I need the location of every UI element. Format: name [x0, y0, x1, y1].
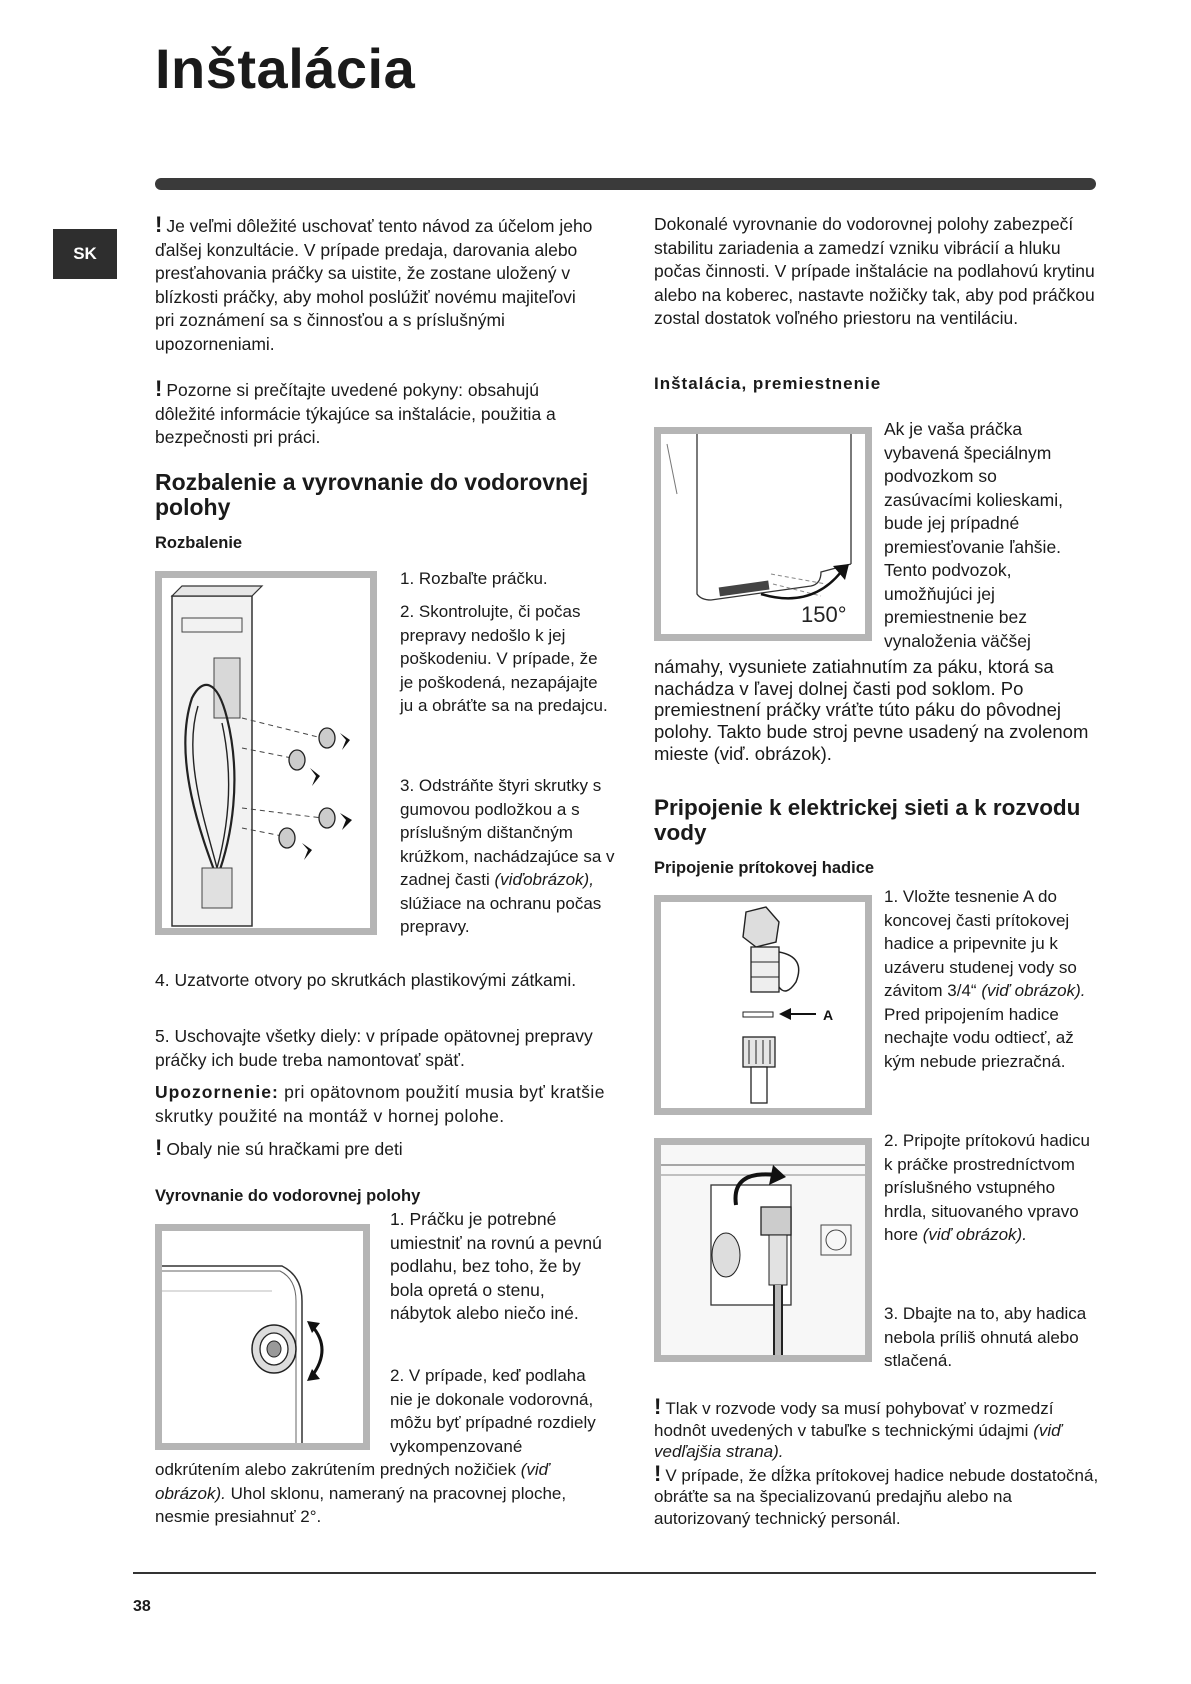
- figure-hose-inlet: [654, 1138, 872, 1362]
- leveling-paragraph: Dokonalé vyrovnanie do vodorovnej polohy zabezpečí stabilitu zariadenia a zamedzí vzniku vibrácií a hluku počas činnosti. V prípade inštalácie na podlahovú krytinu alebo na koberec, nastavte nožičky tak, aby pod práčkou zostal dostatok voľného priestoru na ventiláciu.: [654, 214, 1095, 328]
- unpack-step-1: 1. Rozbaľte práčku.: [400, 569, 548, 588]
- exclamation-icon: !: [155, 212, 163, 237]
- figure-tap-seal: [654, 895, 872, 1115]
- exclamation-icon: !: [155, 376, 163, 401]
- toys-warning: ! Obaly nie sú hračkami pre deti: [155, 1135, 403, 1160]
- intro-paragraph-1: ! Je veľmi dôležité uschovať tento návod za účelom jeho ďalšej konzultácie. V prípade predaja, darovania alebo presťahovania práčky sa uistite, že zostane uložený v blízkosti práčky, aby mohol poslúžiť novému majiteľovi pri zoznámení sa s činnosťou a s príslušnými upozorneniami.: [155, 212, 593, 354]
- figure-leveling-foot: [155, 1224, 370, 1450]
- section-title-connection: Pripojenie k elektrickej sieti a k rozvodu vody: [654, 795, 1081, 845]
- unpack-step-3: 3. Odstráňte štyri skrutky s gumovou podložkou a s príslušným dištančným krúžkom, nachádzajúce sa v zadnej časti (viďobrázok), slúžiace na ochranu počas prepravy.: [400, 776, 615, 936]
- moving-text-full: námahy, vysuniete zatiahnutím za páku, ktorá sa nachádza v ľavej dolnej časti pod soklom. Po premiestnení práčky vráťte túto páku do pôvodnej polohy. Takto bude stroj pevne usadený na zvolenom mieste (viď. obrázok).: [654, 656, 1089, 764]
- pressure-note: ! Tlak v rozvode vody sa musí pohybovať v rozmedzí hodnôt uvedených v tabuľke s technickými údajmi (viď vedľajšia strana). ! V prípade, že dĺžka prítokovej hadice nebude dostatočná, obráťte sa na špecializovanú predajňu alebo na autorizovaný technický personál.: [654, 1394, 1099, 1528]
- exclamation-icon: !: [654, 1394, 662, 1419]
- figure-moving-lever: [654, 427, 872, 641]
- warning-note: Upozornenie: pri opätovnom použití musia byť kratšie skrutky použité na montáž v hornej polohe.: [155, 1082, 605, 1126]
- level-step-2a: 2. V prípade, keď podlaha nie je dokonale vodorovná, môžu byť prípadné rozdiely vykompenzované: [390, 1366, 596, 1456]
- moving-text-side: Ak je vaša práčka vybavená špeciálnym podvozkom so zasúvacími kolieskami, bude jej prípadné premiesťovanie ľahšie. Tento podvozok, umožňujúci jej premiestnenie bez vynaloženia väčšej: [884, 419, 1063, 651]
- unpack-step-4: 4. Uzatvorte otvory po skrutkách plastikovými zátkami.: [155, 970, 577, 990]
- exclamation-icon: !: [155, 1135, 163, 1160]
- level-step-1: 1. Práčku je potrebné umiestniť na rovnú a pevnú podlahu, bez toho, že by bola opretá o stenu, nábytok alebo niečo iné.: [390, 1209, 602, 1323]
- intro-paragraph-2: ! Pozorne si prečítajte uvedené pokyny: obsahujú dôležité informácie týkajúce sa inštalácie, použitia a bezpečnosti pri práci.: [155, 376, 556, 447]
- angle-label: 150°: [801, 602, 847, 627]
- footer-divider: [133, 1572, 1096, 1574]
- seal-label-a: A: [823, 1007, 834, 1023]
- subsection-title-unpacking: Rozbalenie: [155, 534, 243, 552]
- unpack-step-2: 2. Skontrolujte, či počas prepravy nedošlo k jej poškodeniu. V prípade, že je poškodená, nezapájajte ju a obráťte sa na predajcu.: [400, 602, 608, 715]
- hose-step-1: 1. Vložte tesnenie A do koncovej časti prítokovej hadice a pripevnite ju k uzáveru studenej vody so závitom 3/4“ (viď obrázok). Pred pripojením hadice nechajte vodu odtiecť, až kým nebude priezračná.: [884, 887, 1086, 1071]
- section-title-unpacking: Rozbalenie a vyrovnanie do vodorovnej polohy: [155, 469, 589, 520]
- hose-step-3: 3. Dbajte na to, aby hadica nebola príliš ohnutá alebo stlačená.: [884, 1304, 1087, 1370]
- header-divider: [155, 178, 1096, 190]
- subsection-title-leveling: Vyrovnanie do vodorovnej polohy: [155, 1187, 421, 1205]
- exclamation-icon: !: [654, 1460, 662, 1486]
- subsection-title-hose: Pripojenie prítokovej hadice: [654, 859, 875, 877]
- language-tab: SK: [53, 229, 117, 279]
- figure-back-screws: [155, 571, 377, 935]
- page-title: Inštalácia: [155, 37, 416, 100]
- hose-step-2: 2. Pripojte prítokovú hadicu k práčke prostredníctvom príslušného vstupného hrdla, situovaného vpravo hore (viď obrázok).: [884, 1131, 1091, 1244]
- unpack-step-5: 5. Uschovajte všetky diely: v prípade opätovnej prepravy práčky ich bude treba namontovať späť.: [155, 1026, 593, 1070]
- level-step-2b: odkrútením alebo zakrútením predných nožičiek (viď obrázok). Uhol sklonu, nameraný na pracovnej ploche, nesmie presiahnuť 2°.: [155, 1460, 567, 1526]
- subsection-title-moving: Inštalácia, premiestnenie: [654, 374, 882, 393]
- page-number: 38: [133, 1598, 151, 1615]
